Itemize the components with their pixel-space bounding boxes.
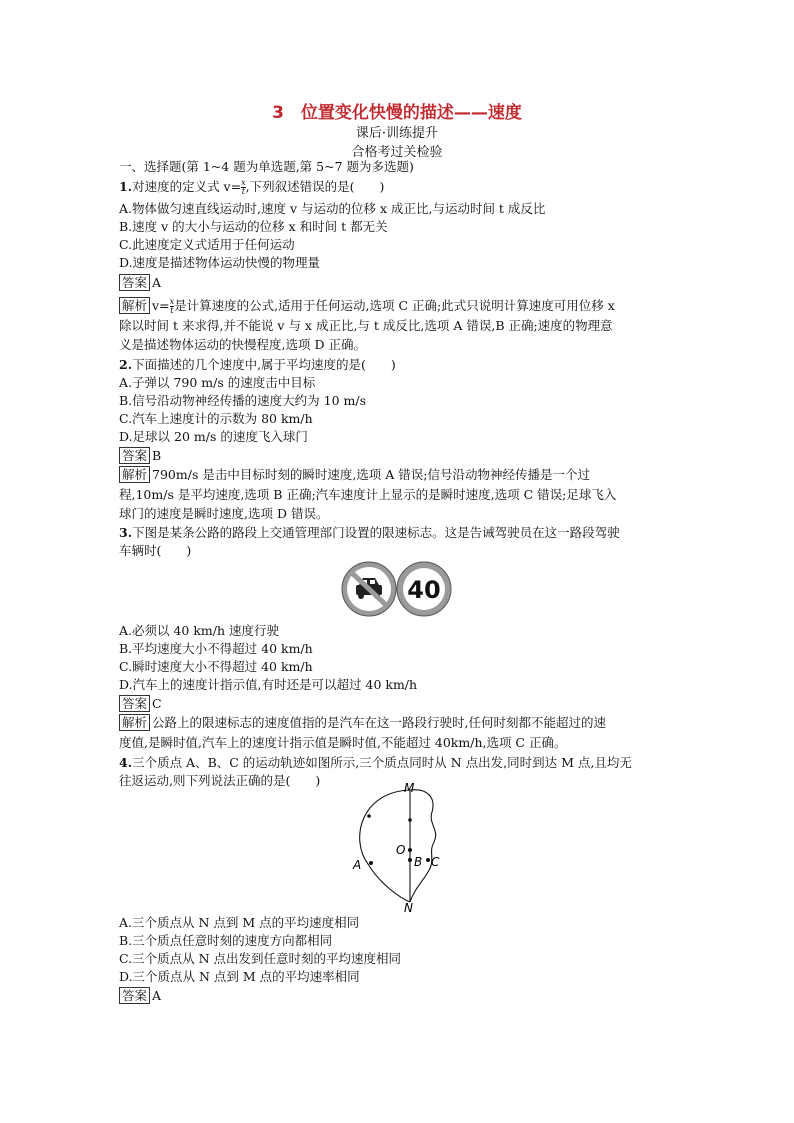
q4-stem-line1	[119, 754, 632, 772]
q2-option-c: C.汽车上速度计的示数为 80 km/h	[119, 411, 313, 426]
q1-stem-b: ,下列叙述错误的是( )	[245, 179, 385, 194]
q3-option-b: B.平均速度大小不得超过 40 km/h	[119, 641, 313, 656]
label-n: N	[404, 901, 413, 912]
label-m: M	[404, 781, 415, 795]
sign-speed-value: 40	[407, 576, 441, 604]
label-o: O	[396, 843, 406, 857]
q1-option-d: D.速度是描述物体运动快慢的物理量	[119, 255, 321, 270]
q4-stem-line2: 往返运动,则下列说法正确的是( )	[119, 773, 321, 788]
q4-option-b: B.三个质点任意时刻的速度方向都相同	[119, 933, 333, 948]
q2-option-d: D.足球以 20 m/s 的速度飞入球门	[119, 429, 308, 444]
point-b	[408, 858, 412, 862]
trajectory-diagram	[340, 780, 450, 912]
q2-answer-value: B	[152, 448, 162, 463]
answer-label: 答案	[119, 447, 150, 464]
q4-number: 4.	[119, 755, 133, 770]
q1-analysis-line2: 除以时间 t 来求得,并不能说 v 与 x 成正比,与 t 成反比,选项 A 错误,B 正确;速度的物理意	[119, 318, 613, 333]
q1-analysis-frac-num: x	[169, 297, 175, 306]
q3-option-c: C.瞬时速度大小不得超过 40 km/h	[119, 659, 313, 674]
q3-answer	[119, 695, 162, 713]
label-b: B	[414, 855, 423, 869]
q4-option-a: A.三个质点从 N 点到 M 点的平均速度相同	[119, 915, 360, 930]
point-c	[426, 858, 430, 862]
q1-stem	[119, 178, 384, 196]
analysis-label: 解析	[119, 466, 150, 483]
q2-analysis-text1: 790m/s 是击中目标时刻的瞬时速度,选项 A 错误;信号沿动物神经传播是一个过	[152, 467, 590, 482]
q3-analysis-text1: 公路上的限速标志的速度值指的是汽车在这一路段行驶时,任何时刻都不能超过的速	[152, 715, 606, 730]
q3-answer-value: C	[152, 696, 162, 711]
q3-option-d: D.汽车上的速度计指示值,有时还是可以超过 40 km/h	[119, 677, 418, 692]
q4-answer	[119, 987, 161, 1005]
q1-answer-value: A	[152, 275, 162, 290]
answer-label: 答案	[119, 987, 150, 1004]
arrow-dot-b	[408, 818, 412, 822]
q1-number: 1.	[119, 179, 133, 194]
q3-number: 3.	[119, 525, 133, 540]
q1-frac-num: x	[241, 178, 246, 187]
q2-analysis-line1	[119, 466, 590, 484]
q2-analysis-line3: 球门的速度是瞬时速度,选项 D 错误。	[119, 506, 329, 521]
path-c	[410, 790, 436, 902]
q1-answer	[119, 274, 161, 292]
analysis-label: 解析	[119, 297, 150, 314]
q1-analysis-text1: 是计算速度的公式,适用于任何运动,选项 C 正确;此式只说明计算速度可用位移 x	[174, 298, 615, 313]
q3-stem-line2: 车辆时( )	[119, 543, 192, 558]
q4-answer-value: A	[152, 988, 162, 1003]
q1-frac-den: t	[241, 187, 245, 196]
speed-limit-40-sign-icon	[397, 562, 451, 616]
q1-stem-a: 对速度的定义式 v=	[132, 179, 242, 194]
q2-answer	[119, 447, 161, 465]
q1-option-a: A.物体做匀速直线运动时,速度 v 与运动的位移 x 成正比,与运动时间 t 成反比	[119, 201, 546, 216]
analysis-label: 解析	[119, 714, 150, 731]
q1-option-c: C.此速度定义式适用于任何运动	[119, 237, 295, 252]
q2-option-b: B.信号沿动物神经传播的速度大约为 10 m/s	[119, 393, 366, 408]
subtitle-after-class: 课后·训练提升	[355, 126, 439, 141]
no-overtaking-sign-icon	[342, 562, 396, 616]
q2-number: 2.	[119, 357, 133, 372]
q1-analysis-line3: 义是描述物体运动的快慢程度,选项 D 正确。	[119, 337, 366, 352]
q1-analysis-frac-den: t	[170, 306, 174, 315]
arrow-dot-a	[367, 814, 371, 818]
answer-label: 答案	[119, 274, 150, 291]
q4-option-c: C.三个质点从 N 点出发到任意时刻的平均速度相同	[119, 951, 401, 966]
q1-analysis-formula: v=	[152, 298, 170, 313]
label-a: A	[353, 858, 362, 872]
point-a	[369, 861, 373, 865]
q4-stem-text1: 三个质点 A、B、C 的运动轨迹如图所示,三个质点同时从 N 点出发,同时到达 M 点,且均无	[132, 755, 632, 770]
q3-analysis-line1	[119, 714, 606, 732]
q1-option-b: B.速度 v 的大小与运动的位移 x 和时间 t 都无关	[119, 219, 388, 234]
q3-stem-line1	[119, 524, 620, 542]
q2-stem-text: 下面描述的几个速度中,属于平均速度的是( )	[132, 357, 396, 372]
q3-stem-text1: 下图是某条公路的路段上交通管理部门设置的限速标志。这是告诫驾驶员在这一路段驾驶	[132, 525, 620, 540]
answer-label: 答案	[119, 695, 150, 712]
q3-option-a: A.必须以 40 km/h 速度行驶	[119, 623, 280, 638]
q4-option-d: D.三个质点从 N 点到 M 点的平均速率相同	[119, 969, 360, 984]
subtitle-basic-level: 合格考过关检验	[351, 145, 443, 160]
q3-analysis-line2: 度值,是瞬时值,汽车上的速度计指示值是瞬时值,不能超过 40km/h,选项 C 正确。	[119, 735, 567, 750]
q2-stem	[119, 356, 396, 374]
section-heading: 一、选择题(第 1~4 题为单选题,第 5~7 题为多选题)	[119, 159, 414, 174]
q2-option-a: A.子弹以 790 m/s 的速度击中目标	[119, 375, 316, 390]
q2-analysis-line2: 程,10m/s 是平均速度,选项 B 正确;汽车速度计上显示的是瞬时速度,选项 C 错误;足球飞入	[119, 487, 617, 502]
speed-limit-signs	[340, 560, 454, 618]
point-o	[408, 848, 412, 852]
q1-analysis-line1	[119, 297, 615, 315]
page-title: 3 位置变化快慢的描述——速度	[272, 103, 522, 123]
label-c: C	[431, 855, 440, 869]
